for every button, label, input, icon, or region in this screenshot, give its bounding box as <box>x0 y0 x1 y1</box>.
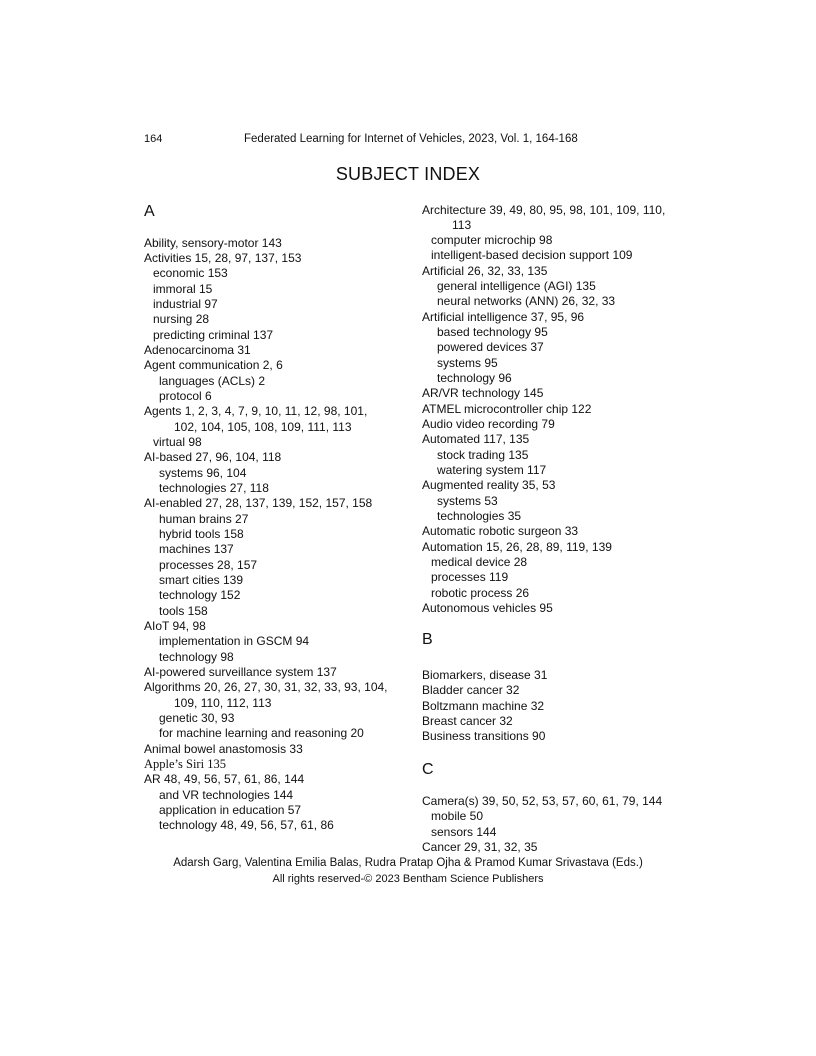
index-entry: AI-based 27, 96, 104, 118 <box>144 450 282 464</box>
index-entry-continuation: 113 <box>452 218 472 232</box>
index-entry-continuation: 109, 110, 112, 113 <box>174 696 272 710</box>
index-subentry: for machine learning and reasoning 20 <box>159 726 364 740</box>
index-entry: AI-enabled 27, 28, 137, 139, 152, 157, 158 <box>144 496 373 510</box>
index-entry: Architecture 39, 49, 80, 95, 98, 101, 109, 110, <box>422 203 666 217</box>
index-entry: Adenocarcinoma 31 <box>144 343 251 357</box>
index-entry: Apple’s Siri 135 <box>144 757 226 771</box>
index-subentry: sensors 144 <box>431 825 497 839</box>
index-entry: Agent communication 2, 6 <box>144 358 283 372</box>
index-entry: Automatic robotic surgeon 33 <box>422 524 579 538</box>
index-entry: Audio video recording 79 <box>422 417 555 431</box>
index-subentry: application in education 57 <box>159 803 302 817</box>
index-subentry: nursing 28 <box>153 312 210 326</box>
index-subentry: industrial 97 <box>153 297 218 311</box>
index-subentry: technologies 35 <box>437 509 522 523</box>
index-entry: Algorithms 20, 26, 27, 30, 31, 32, 33, 93, 104, <box>144 680 388 694</box>
footer-rights: All rights reserved-© 2023 Bentham Science Publishers <box>272 873 544 885</box>
index-subentry: economic 153 <box>153 266 228 280</box>
footer-editors: Adarsh Garg, Valentina Emilia Balas, Rudra Pratap Ojha & Pramod Kumar Srivastava (Eds.) <box>173 857 643 869</box>
index-subentry: processes 28, 157 <box>159 558 258 572</box>
index-entry: Artificial 26, 32, 33, 135 <box>422 264 548 278</box>
index-entry: AIoT 94, 98 <box>144 619 206 633</box>
index-subentry: technologies 27, 118 <box>159 481 269 495</box>
index-subentry: technology 48, 49, 56, 57, 61, 86 <box>159 818 334 832</box>
index-subentry: genetic 30, 93 <box>159 711 235 725</box>
index-entry: Artificial intelligence 37, 95, 96 <box>422 310 585 324</box>
index-entry: Automated 117, 135 <box>422 432 530 446</box>
index-subentry: machines 137 <box>159 542 234 556</box>
index-subentry: systems 53 <box>437 494 498 508</box>
index-entry: AI-powered surveillance system 137 <box>144 665 337 679</box>
index-entry: Biomarkers, disease 31 <box>422 668 548 682</box>
index-subentry: predicting criminal 137 <box>153 328 274 342</box>
index-entry: Animal bowel anastomosis 33 <box>144 742 303 756</box>
index-subentry: neural networks (ANN) 26, 32, 33 <box>437 294 616 308</box>
index-subentry: implementation in GSCM 94 <box>159 634 310 648</box>
index-subentry: technology 96 <box>437 371 512 385</box>
section-letter-a: A <box>144 203 155 220</box>
index-subentry: protocol 6 <box>159 389 212 403</box>
index-entry: AR/VR technology 145 <box>422 386 544 400</box>
index-subentry: systems 96, 104 <box>159 466 247 480</box>
index-subentry: watering system 117 <box>437 463 547 477</box>
index-subentry: hybrid tools 158 <box>159 527 244 541</box>
index-entry: Ability, sensory-motor 143 <box>144 236 282 250</box>
section-letter-b: B <box>422 631 433 648</box>
page-number: 164 <box>144 133 163 145</box>
journal-header: Federated Learning for Internet of Vehicles, 2023, Vol. 1, 164-168 <box>244 133 578 145</box>
index-subentry: based technology 95 <box>437 325 548 339</box>
index-subentry: human brains 27 <box>159 512 249 526</box>
index-subentry: processes 119 <box>431 570 509 584</box>
index-subentry: general intelligence (AGI) 135 <box>437 279 596 293</box>
index-entry: Agents 1, 2, 3, 4, 7, 9, 10, 11, 12, 98, 101, <box>144 404 368 418</box>
index-subentry: stock trading 135 <box>437 448 529 462</box>
index-subentry: computer microchip 98 <box>431 233 553 247</box>
index-entry-continuation: 102, 104, 105, 108, 109, 111, 113 <box>174 420 352 434</box>
index-entry: Boltzmann machine 32 <box>422 699 545 713</box>
section-letter-c: C <box>422 761 434 778</box>
index-subentry: smart cities 139 <box>159 573 244 587</box>
index-subentry: powered devices 37 <box>437 340 544 354</box>
index-entry: Cancer 29, 31, 32, 35 <box>422 840 538 854</box>
index-subentry: tools 158 <box>159 604 208 618</box>
index-entry: Business transitions 90 <box>422 729 546 743</box>
index-entry: ATMEL microcontroller chip 122 <box>422 402 592 416</box>
index-entry: Automation 15, 26, 28, 89, 119, 139 <box>422 540 612 554</box>
index-subentry: languages (ACLs) 2 <box>159 374 266 388</box>
page-title: SUBJECT INDEX <box>335 164 481 184</box>
index-entry: AR 48, 49, 56, 57, 61, 86, 144 <box>144 772 305 786</box>
index-subentry: robotic process 26 <box>431 586 530 600</box>
index-entry: Activities 15, 28, 97, 137, 153 <box>144 251 302 265</box>
index-entry: Augmented reality 35, 53 <box>422 478 556 492</box>
index-entry: Autonomous vehicles 95 <box>422 601 553 615</box>
index-subentry: virtual 98 <box>153 435 202 449</box>
index-subentry: immoral 15 <box>153 282 213 296</box>
index-subentry: and VR technologies 144 <box>159 788 294 802</box>
index-entry: Breast cancer 32 <box>422 714 513 728</box>
index-subentry: mobile 50 <box>431 809 484 823</box>
index-entry: Bladder cancer 32 <box>422 683 520 697</box>
index-subentry: systems 95 <box>437 356 498 370</box>
index-subentry: technology 98 <box>159 650 234 664</box>
index-subentry: intelligent-based decision support 109 <box>431 248 633 262</box>
index-subentry: medical device 28 <box>431 555 528 569</box>
index-subentry: technology 152 <box>159 588 241 602</box>
index-entry: Camera(s) 39, 50, 52, 53, 57, 60, 61, 79, 144 <box>422 794 663 808</box>
